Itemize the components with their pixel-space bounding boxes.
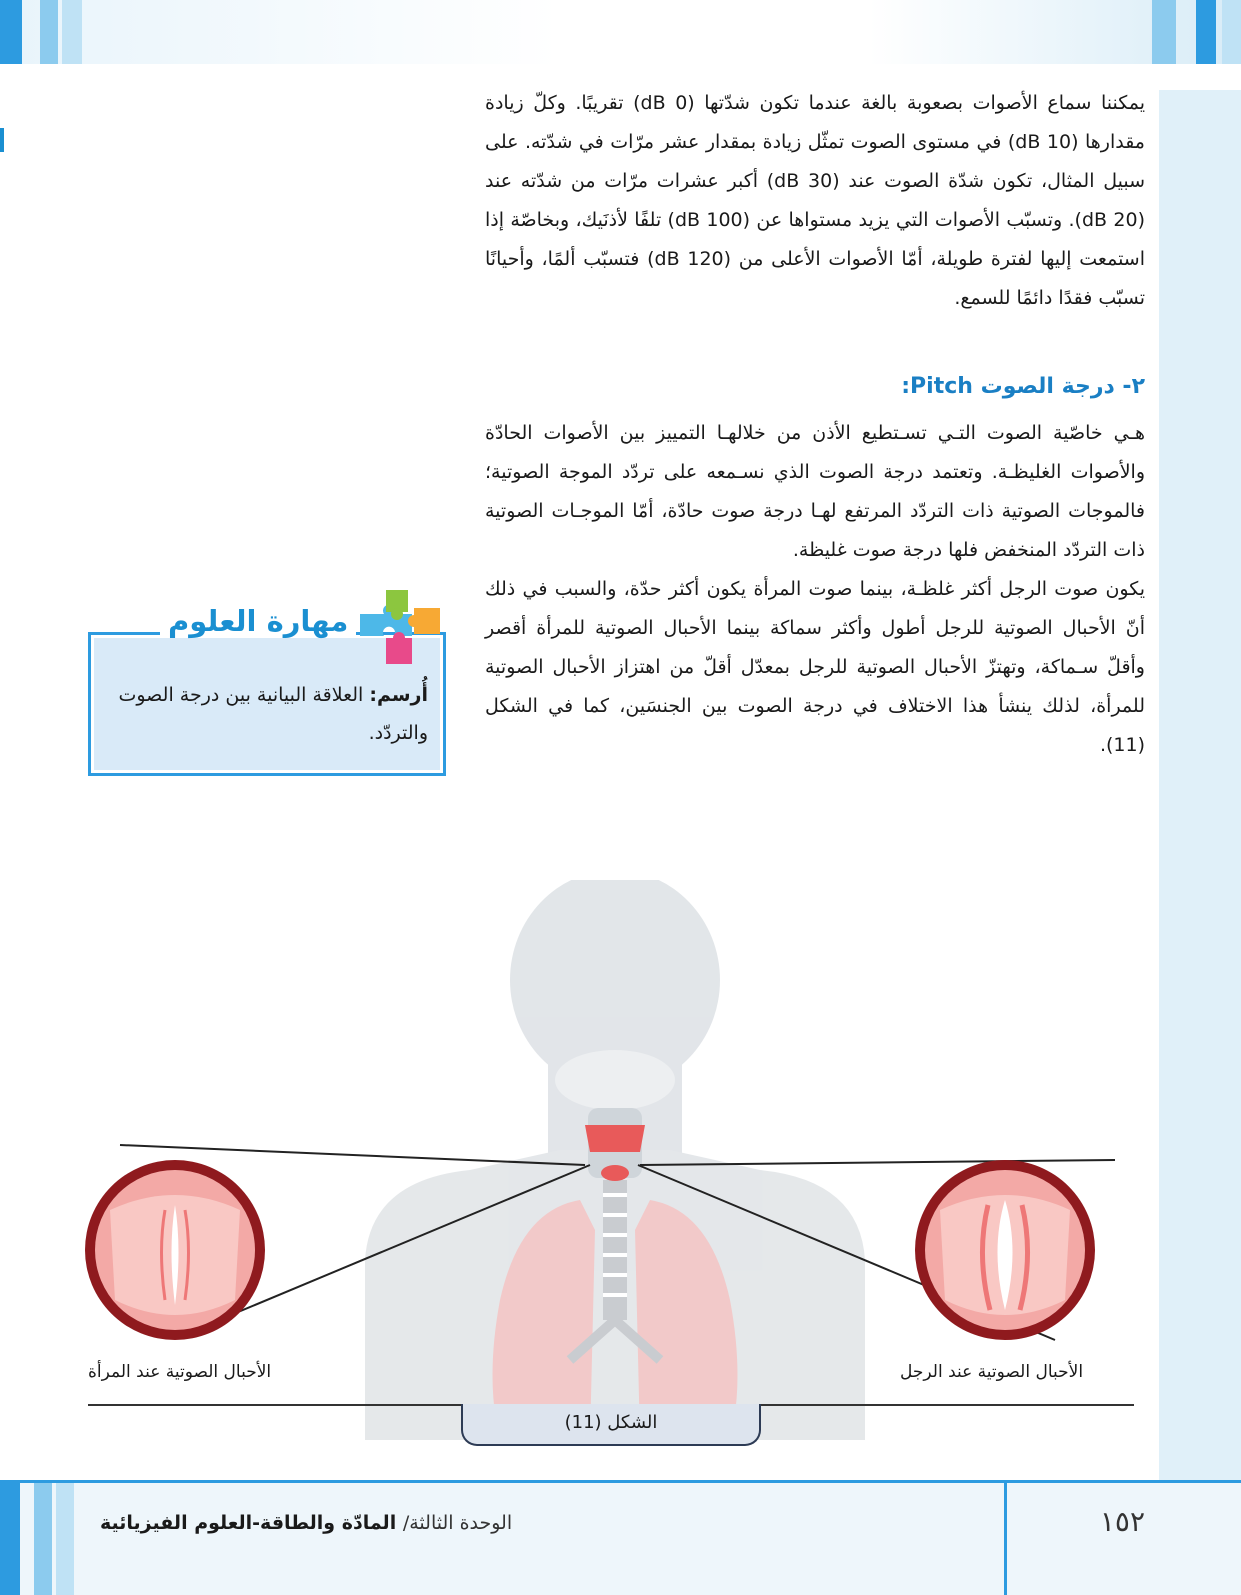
skill-body: العلاقة البيانية بين درجة الصوت والتردّد. xyxy=(118,684,428,744)
footer-divider xyxy=(1004,1483,1007,1595)
puzzle-icon xyxy=(352,584,452,674)
footer-unit-title xyxy=(100,1512,512,1534)
larynx xyxy=(585,1108,645,1181)
footer-title: المادّة والطاقة-العلوم الفيزيائية xyxy=(100,1512,403,1534)
footer-rule xyxy=(0,1480,1241,1483)
footer-stripe xyxy=(34,1483,52,1595)
pitch-text xyxy=(485,414,1145,765)
paragraph: هـي خاصّية الصوت التـي تسـتطيع الأذن من خلالهـا التمييز بين الأصوات الحادّة والأصوات الغليظـة. وتعتمد درجة الصوت الذي نسـمعه على تردّد الموجة الصوتية؛ فالموجات الصوتية ذات التردّد المرتفع لهـا درجة صوت حادّة، أمّا الموجـات الصوتية ذات التردّد المنخفض فلها درجة صوت غليظة. xyxy=(485,422,1145,561)
header-stripe xyxy=(1196,0,1216,64)
male-vocal-cords xyxy=(915,1160,1095,1340)
page-number: ١٥٢ xyxy=(1099,1505,1145,1538)
footer-unit: الوحدة الثالثة/ xyxy=(402,1512,513,1534)
trachea xyxy=(603,1180,627,1320)
header-stripe xyxy=(62,0,82,64)
male-caption: الأحبال الصوتية عند الرجل xyxy=(900,1362,1084,1382)
header-stripe xyxy=(0,0,22,64)
skill-verb: أُرسم: xyxy=(369,684,428,706)
footer-stripe xyxy=(56,1483,74,1595)
header-stripe xyxy=(40,0,58,64)
paragraph: يكون صوت الرجل أكثر غلظـة، بينما صوت المرأة يكون أكثر حدّة، والسبب في ذلك أنّ الأحبال الصوتية للرجل أطول وأكثر سماكة بينما الأحبال الصوتية للمرأة أقصر وأقلّ سـماكة، وتهتزّ الأحبال الصوتية للرجل بمعدّل أقلّ من اهتزاز الأحبال الصوتية للمرأة، لذلك ينشأ هذا الاختلاف في درجة الصوت بين الجنسَين، كما في الشكل (11). xyxy=(485,578,1145,756)
female-caption: الأحبال الصوتية عند المرأة xyxy=(88,1362,272,1382)
section-heading: ٢- درجة الصوت Pitch: xyxy=(901,374,1145,399)
header-band xyxy=(0,0,1241,64)
paragraph: يمكننا سماع الأصوات بصعوبة بالغة عندما تكون شدّتها (0 dB) تقريبًا. وكلّ زيادة مقدارها (10 dB) في مستوى الصوت تمثّل زيادة بمقدار عشر مرّات في شدّته. على سبيل المثال، تكون شدّة الصوت عند (30 dB) أكبر عشرات مرّات من شدّته عند (20 dB). وتسبّب الأصوات التي يزيد مستواها عن (100 dB) تلفًا لأذنَيك، وبخاصّة إذا استمعت إليها لفترة طويلة، أمّا الأصوات الأعلى من (120 dB) فتسبّب ألمًا، وأحيانًا تسبّب فقدًا دائمًا للسمع. xyxy=(485,92,1145,309)
intensity-text xyxy=(485,84,1145,318)
footer-stripe xyxy=(0,1483,20,1595)
header-stripe xyxy=(1152,0,1176,64)
skill-title: مهارة العلوم xyxy=(160,604,356,638)
footer xyxy=(0,1480,1241,1595)
female-vocal-cords xyxy=(85,1160,265,1340)
skill-text xyxy=(108,676,428,752)
figure-label: الشكل (11) xyxy=(461,1404,761,1446)
header-stripe xyxy=(1222,0,1241,64)
margin-marker xyxy=(0,128,4,152)
vocal-cords-figure xyxy=(0,880,1241,1440)
